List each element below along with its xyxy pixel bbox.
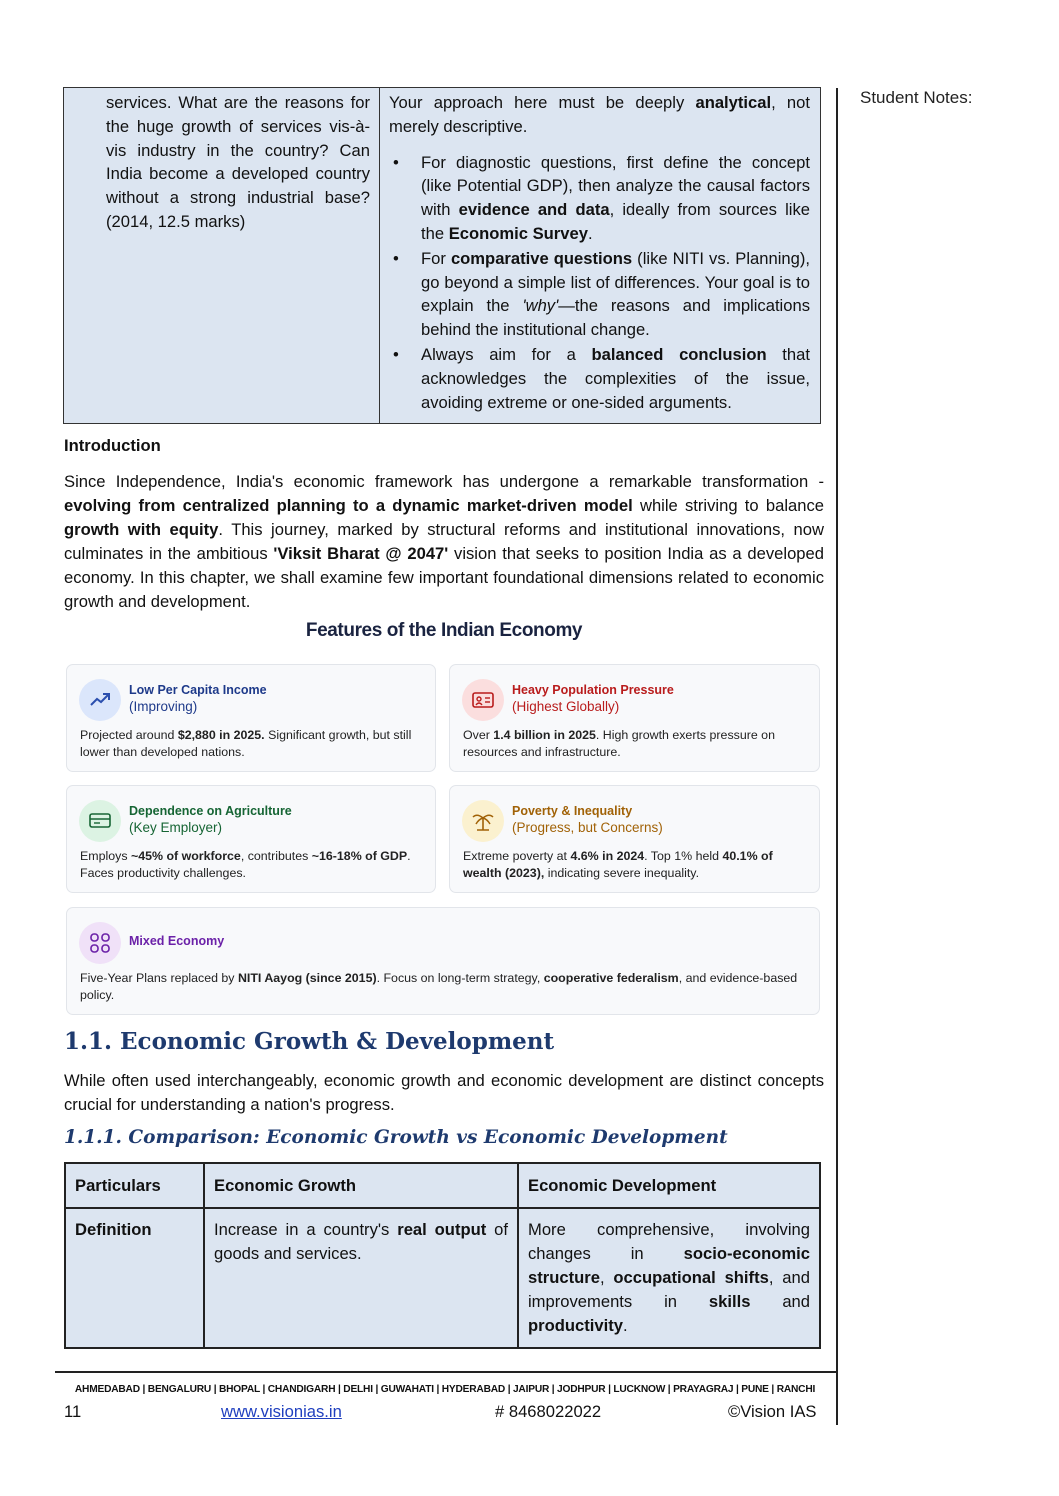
- comparison-table: [64, 1162, 821, 1349]
- card-title: Dependence on Agriculture: [129, 804, 292, 818]
- table-header-row: [65, 1163, 820, 1208]
- card-body: Over 1.4 billion in 2025. High growth exerts pressure on resources and infrastructure.: [463, 728, 775, 759]
- agriculture-icon: [79, 800, 121, 842]
- card-subtitle: (Key Employer): [129, 820, 223, 835]
- feature-card-population: [449, 664, 820, 772]
- introduction-paragraph: Since Independence, India's economic framework has undergone a remarkable transformation - evolving from centralized planning to a dynamic market-driven model while striving to balance growth with equity. This journey, marked by structural reforms and institutional innovations, now culminates in the ambitious 'Viksit Bharat @ 2047' vision that seeks to position India as a developed economy. In this chapter, we shall examine few important foundational dimensions related to economic growth and development.: [64, 472, 824, 611]
- palm-tree-icon: [462, 800, 504, 842]
- card-body: Projected around $2,880 in 2025. Significant growth, but still lower than developed nations.: [80, 728, 412, 759]
- table-header: Economic Growth: [204, 1163, 518, 1208]
- list-item: • For comparative questions (like NITI vs. Planning), go beyond a simple list of differences. Your goal is to explain the 'why'—the reasons and implications behind the institutional change.: [393, 248, 810, 340]
- subsection-heading: 1.1.1. Comparison: Economic Growth vs Economic Development: [64, 1127, 728, 1148]
- card-subtitle: (Improving): [129, 699, 198, 714]
- card-title: Heavy Population Pressure: [512, 683, 674, 697]
- approach-cell: [380, 88, 820, 423]
- section-heading: 1.1. Economic Growth & Development: [64, 1028, 555, 1055]
- question-cell: services. What are the reasons for the huge growth of services vis-à-vis industry in the country? Can India become a developed country without a strong industrial base? (2014, 12.5 marks): [64, 88, 380, 423]
- card-subtitle: (Progress, but Concerns): [512, 820, 663, 835]
- introduction-heading: Introduction: [64, 436, 161, 455]
- card-title: Poverty & Inequality: [512, 804, 633, 818]
- card-subtitle: (Highest Globally): [512, 699, 620, 714]
- list-item: • For diagnostic questions, first define the concept (like Potential GDP), then analyze the causal factors with evidence and data, ideally from sources like the Economic Survey.: [393, 152, 810, 243]
- card-title: Low Per Capita Income: [129, 683, 267, 697]
- development-cell: More comprehensive, involving changes in socio-economic structure, occupational shifts, and improvements in skills and productivity.: [518, 1208, 820, 1348]
- card-body: Extreme poverty at 4.6% in 2024. Top 1% held 40.1% of wealth (2023), indicating severe inequality.: [463, 849, 773, 880]
- approach-list: [389, 151, 810, 415]
- feature-card-agriculture: [66, 785, 436, 893]
- feature-card-per-capita: [66, 664, 436, 772]
- row-label: Definition: [65, 1208, 204, 1348]
- feature-card-poverty: [449, 785, 820, 893]
- features-title: Features of the Indian Economy: [305, 620, 583, 641]
- trend-up-icon: [79, 679, 121, 721]
- grid-icon: [79, 922, 121, 964]
- population-icon: [462, 679, 504, 721]
- approach-table: [63, 87, 821, 424]
- footer-cities: AHMEDABAD | BENGALURU | BHOPAL | CHANDIGARH | DELHI | GUWAHATI | HYDERABAD | JAIPUR | JODHPUR | LUCKNOW | PRAYAGRAJ | PUNE | RANCHI: [74, 1384, 816, 1395]
- student-notes-label: Student Notes:: [860, 88, 973, 107]
- copyright: ©Vision IAS: [728, 1402, 817, 1421]
- list-item: • Always aim for a balanced conclusion that acknowledges the complexities of the issue, avoiding extreme or one-sided arguments.: [393, 344, 810, 412]
- growth-cell: Increase in a country's real output of goods and services.: [204, 1208, 518, 1348]
- card-body: Employs ~45% of workforce, contributes ~16-18% of GDP. Faces productivity challenges.: [80, 849, 411, 880]
- card-body: Five-Year Plans replaced by NITI Aayog (since 2015). Focus on long-term strategy, cooperative federalism, and evidence-based policy.: [80, 971, 798, 1002]
- website-link[interactable]: www.visionias.in: [221, 1402, 342, 1421]
- footer-divider: [55, 1371, 837, 1373]
- phone-number: # 8468022022: [495, 1402, 602, 1421]
- margin-divider: [836, 88, 838, 1425]
- section-paragraph: While often used interchangeably, economic growth and economic development are distinct concepts crucial for understanding a nation's progress.: [64, 1071, 824, 1114]
- table-header: Particulars: [65, 1163, 204, 1208]
- approach-intro: Your approach here must be deeply analytical, not merely descriptive.: [389, 93, 810, 136]
- page-number: 11: [64, 1402, 82, 1421]
- feature-card-mixed-economy: [66, 907, 820, 1015]
- table-header: Economic Development: [518, 1163, 820, 1208]
- table-row: [65, 1208, 820, 1348]
- card-title: Mixed Economy: [129, 934, 225, 948]
